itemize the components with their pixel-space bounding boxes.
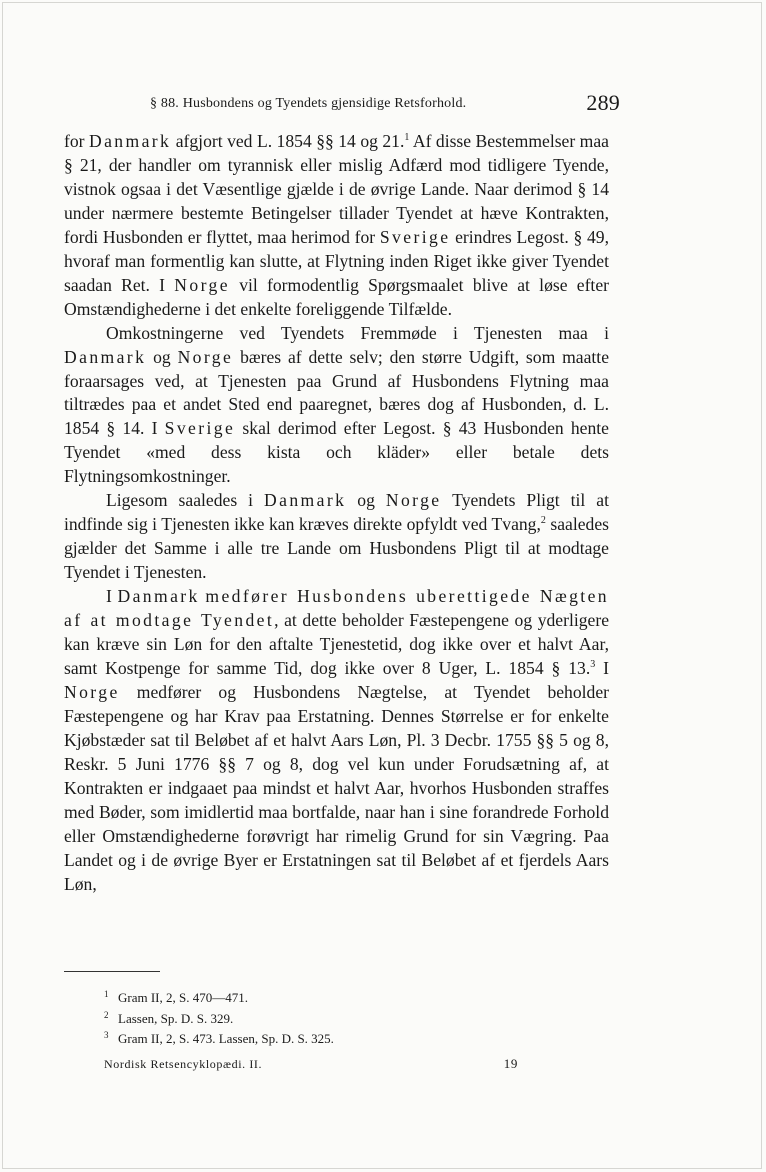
text-run: og bbox=[146, 346, 178, 367]
footnote: 1 Gram II, 2, S. 470—471. bbox=[104, 989, 248, 1005]
text-run: Ligesom saaledes i bbox=[106, 490, 265, 511]
text-run: I bbox=[106, 586, 118, 607]
signature-sheet-number: 19 bbox=[503, 1056, 518, 1071]
emphasis-spaced: Norge bbox=[177, 346, 234, 367]
footnote-reference: 2 bbox=[540, 515, 546, 527]
footnote-text: Gram II, 2, S. 473. Lassen, Sp. D. S. 325. bbox=[118, 1031, 334, 1046]
footnote: 2 Lassen, Sp. D. S. 329. bbox=[104, 1009, 234, 1026]
page-number: 289 bbox=[586, 90, 620, 115]
footnotes bbox=[104, 988, 604, 1050]
footnote-reference: 3 bbox=[590, 658, 596, 670]
text-run: , at dette beholder Fæstepengene og yderligere kan kræve sin Løn for den aftalte Tjenestetid, dog ikke over et halvt Aar, samt Kostpenge for samme Tid, dog ikke over 8 Uger, L. 1854 § 13. bbox=[64, 610, 609, 678]
text-run: bæres af dette selv; den større Udgift, som maatte foraarsages ved, at Tjenesten paa Grund af Husbondens Flytning maa tiltrædes paa et andet Sted end paaregnet, bæres dog af Husbonden, d. L. 1854 § 14. I bbox=[64, 346, 610, 439]
footnote-reference: 1 bbox=[404, 132, 410, 143]
footnote: 3 Gram II, 2, S. 473. Lassen, Sp. D. S. 325. bbox=[104, 1030, 334, 1046]
emphasis-spaced: Sverige bbox=[379, 226, 451, 247]
emphasis-spaced: Danmark bbox=[88, 131, 172, 151]
emphasis-spaced: Danmark bbox=[264, 490, 347, 511]
text-run: I bbox=[595, 657, 609, 678]
text-run: og bbox=[346, 490, 386, 511]
emphasis-spaced: Norge bbox=[64, 681, 120, 702]
text-run: afgjort ved L. 1854 §§ 14 og 21. bbox=[171, 131, 405, 151]
emphasis-spaced: Norge bbox=[174, 274, 230, 295]
body-text bbox=[64, 130, 609, 897]
text-run: vil formodentlig Spørgsmaalet blive at løse efter Omstændighederne i det enkelte foreliggende Tilfælde. bbox=[64, 274, 609, 319]
text-run: saaledes gjælder det Samme i alle tre Lande om Husbondens Pligt til at modtage Tyendet i Tjenesten. bbox=[64, 514, 610, 583]
text-run: Tyendets Pligt til at indfinde sig i Tjenesten ikke kan kræves direkte opfyldt ved Tvang, bbox=[64, 490, 609, 535]
text-run: Omkostningerne ved Tyendets Fremmøde i Tjenesten maa i bbox=[106, 322, 609, 343]
emphasis-spaced: medfører Husbondens uberettigede Nægten af at modtage Tyendet bbox=[64, 586, 609, 631]
emphasis-spaced: Danmark bbox=[117, 586, 200, 607]
running-title: § 88. Husbondens og Tyendets gjensidige Retsforhold. bbox=[150, 96, 467, 111]
footnote-rule bbox=[64, 971, 160, 972]
printer-signature bbox=[104, 1057, 524, 1072]
footnote-text: Lassen, Sp. D. S. 329. bbox=[118, 1010, 234, 1026]
paragraph bbox=[64, 585, 609, 896]
text-run: medfører og Husbondens Nægtelse, at Tyendet beholder Fæstepengene og har Krav paa Erstatning. Dennes Størrelse er for enkelte Kjøbstæder sat til Beløbet af et halvt Aars Løn, Pl. 3 Decbr. 1755 §§ 5 og 8, Reskr. 5 Juni 1776 §§ 7 og 8, dog vel kun under Forudsætning af, at Kontrakten er indgaaet paa mindst et halvt Aar, hvorhos Husbonden straffes med Bøder, som imidlertid maa bortfalde, naar han i sine forandrede Forhold eller Omstændighederne forøvrigt har rimelig Grund for sin Vægring. Paa Landet og i de øvrige Byer er Erstatningen sat til Beløbet af et fjerdels Aars Løn, bbox=[64, 681, 609, 894]
emphasis-spaced: Norge bbox=[385, 490, 442, 511]
footnote-text: Gram II, 2, S. 470—471. bbox=[118, 990, 248, 1005]
emphasis-spaced: Sverige bbox=[164, 418, 236, 439]
text-run: skal derimod efter Legost. § 43 Husbonden hente Tyendet «med dess kista och kläder» eller betale dets Flytningsomkostninger. bbox=[64, 418, 609, 487]
text-run: for bbox=[64, 131, 89, 151]
signature-title: Nordisk Retsencyklopædi. II. bbox=[104, 1057, 263, 1071]
running-head bbox=[150, 90, 620, 115]
paragraph bbox=[64, 489, 609, 585]
emphasis-spaced: Danmark bbox=[64, 346, 147, 367]
text-run: Af disse Bestemmelser maa § 21, der handler om tyrannisk eller mislig Adfærd mod tidligere Tyende, vistnok ogsaa i det Væsentlige gjælde i de øvrige Lande. Naar derimod § 14 under nærmere bestemte Betingelser tillader Tyendet at hæve Kontrakten, fordi Husbonden er flyttet, maa herimod for bbox=[64, 131, 609, 247]
paragraph bbox=[64, 322, 609, 490]
text-run: erindres Legost. § 49, hvoraf man formentlig kan slutte, at Flytning inden Riget ikke giver Tyendet saadan Ret. I bbox=[64, 226, 609, 295]
paragraph bbox=[64, 130, 609, 322]
